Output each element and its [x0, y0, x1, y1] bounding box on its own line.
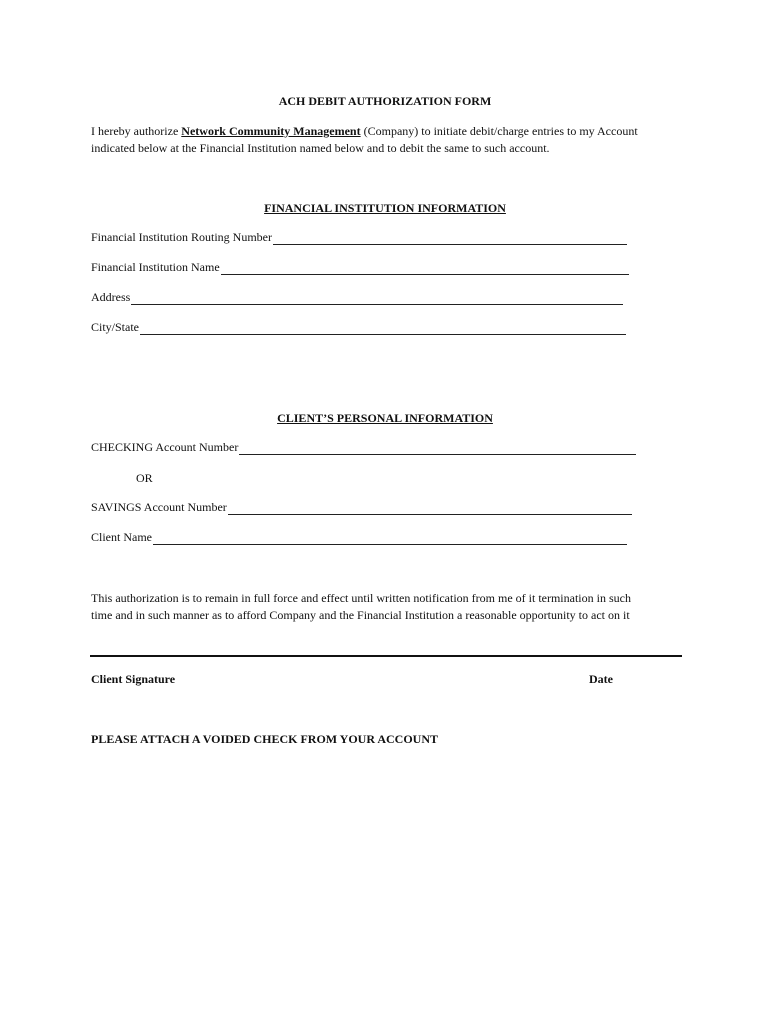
intro-prefix: I hereby authorize [91, 124, 182, 138]
voided-check-note: PLEASE ATTACH A VOIDED CHECK FROM YOUR ACCOUNT [91, 732, 439, 746]
institution-name-label: Financial Institution Name [91, 260, 220, 274]
city-state-label: City/State [91, 320, 139, 334]
or-separator: OR [136, 471, 153, 485]
form-title: ACH DEBIT AUTHORIZATION FORM [278, 94, 492, 108]
client-signature-label: Client Signature [91, 672, 176, 686]
savings-account-label: SAVINGS Account Number [91, 500, 227, 514]
city-state-field[interactable] [91, 319, 626, 335]
financial-section-heading: FINANCIAL INSTITUTION INFORMATION [264, 201, 506, 215]
client-section-heading: CLIENT’S PERSONAL INFORMATION [277, 411, 493, 425]
institution-name-field[interactable] [91, 259, 629, 275]
routing-number-label: Financial Institution Routing Number [91, 230, 272, 244]
authorization-line-1: This authorization is to remain in full force and effect until written notification from me of it termination in such [91, 591, 631, 605]
savings-account-line[interactable] [228, 502, 632, 515]
client-name-field[interactable] [91, 529, 627, 545]
checking-account-line[interactable] [239, 442, 636, 455]
intro-line-1 [91, 124, 638, 139]
client-name-line[interactable] [153, 532, 627, 545]
address-line[interactable] [131, 292, 623, 305]
checking-account-field[interactable] [91, 439, 636, 455]
city-state-line[interactable] [140, 322, 626, 335]
address-field[interactable] [91, 289, 623, 305]
savings-account-field[interactable] [91, 499, 632, 515]
checking-account-label: CHECKING Account Number [91, 440, 239, 454]
routing-number-field[interactable] [91, 229, 627, 245]
company-name: Network Community Management [181, 124, 361, 138]
intro-suffix: (Company) to initiate debit/charge entries to my Account [360, 124, 638, 138]
authorization-line-2: time and in such manner as to afford Company and the Financial Institution a reasonable opportunity to act on it [91, 608, 630, 622]
routing-number-line[interactable] [273, 232, 627, 245]
institution-name-line[interactable] [221, 262, 629, 275]
client-name-label: Client Name [91, 530, 152, 544]
address-label: Address [91, 290, 131, 304]
date-label: Date [589, 672, 613, 686]
signature-line[interactable] [90, 655, 682, 657]
intro-line-2: indicated below at the Financial Institution named below and to debit the same to such account. [91, 141, 550, 155]
